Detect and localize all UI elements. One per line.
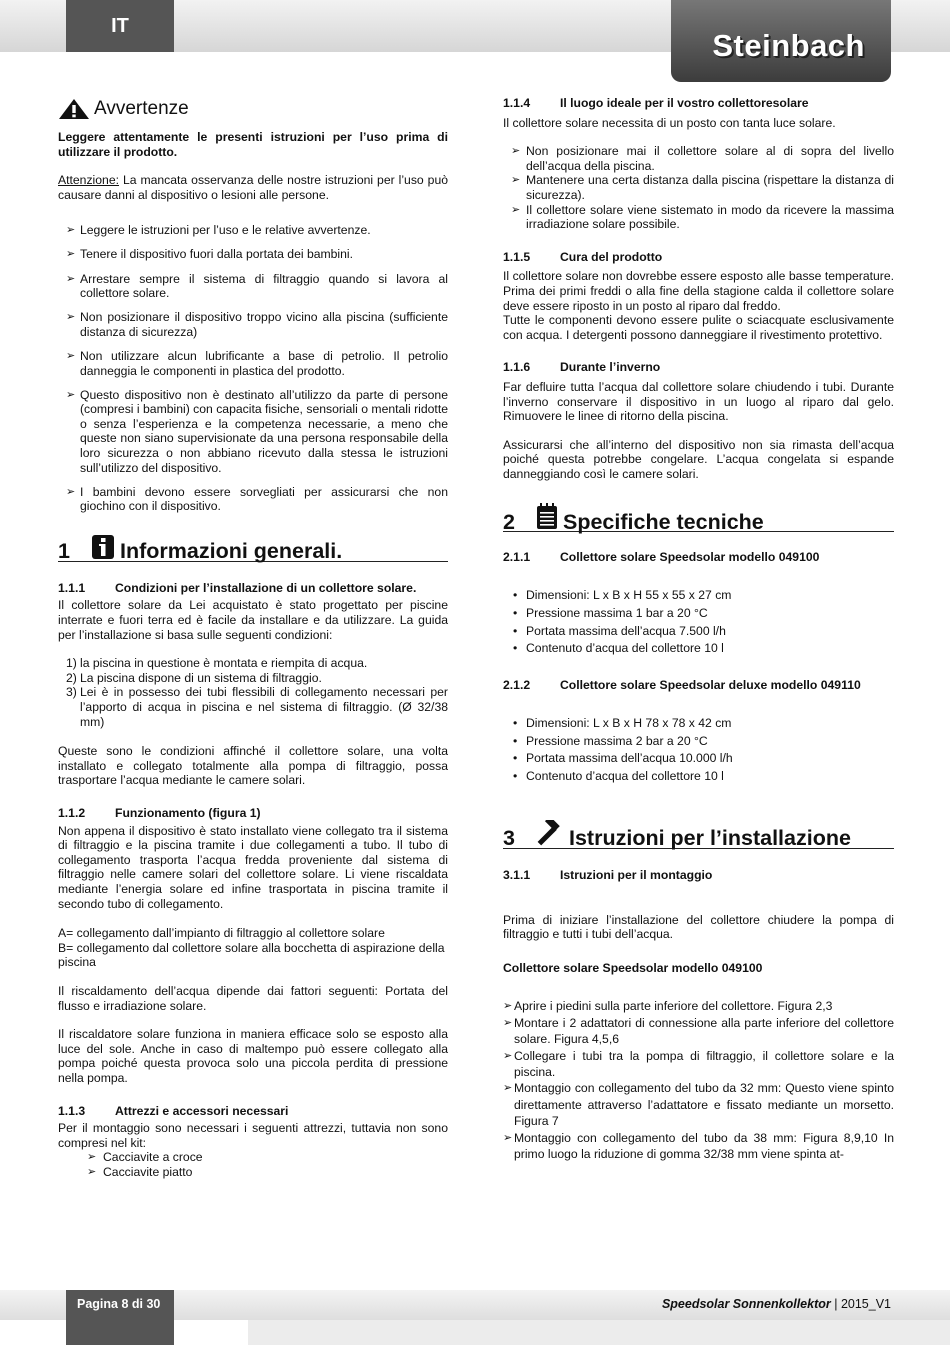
section-2-1-1-heading — [503, 550, 894, 565]
item-number: 2) — [66, 670, 77, 685]
brand-logo — [671, 0, 891, 82]
section-title: Collettore solare Speedsolar modello 049100 — [560, 550, 820, 565]
list-item: ➢ Non posizionare mai il collettore solare al di sopra del livello dell’acqua della piscina. — [503, 144, 894, 173]
item-text: La piscina dispone di un sistema di filtraggio. — [80, 670, 322, 685]
section-number: 1.1.3 — [58, 1103, 86, 1118]
location-list — [503, 144, 894, 232]
warnings-intro: Leggere attentamente le presenti istruzioni per l’uso prima di utilizzare il prodotto. — [58, 130, 448, 159]
list-item: ➢ Arrestare sempre il sistema di filtraggio quando si lavora al collettore solare. — [58, 272, 448, 301]
page-label: Pagina 8 di 30 — [77, 1297, 161, 1311]
section-1-1-3-heading — [58, 1104, 448, 1119]
list-item — [66, 685, 448, 729]
paragraph: Queste sono le condizioni affinché il collettore solare, una volta installato e collegato totalmente alla pompa di filtraggio, possa trasportare l’acqua mediante le camere solari. — [58, 744, 448, 788]
left-column — [58, 96, 448, 1179]
paragraph: Non appena il dispositivo è stato installato viene collegato tra il sistema di filtraggio e la piscina tramite i due collegamenti a tubo. Il tubo di collegamento trasporta l’acqua fredda proveniente dal sistema di filtraggio nelle camere solari del collettore solare. Li viene riscaldata mediante l’energia solare ed infine trasportata in piscina tramite il secondo tubo di collegamento. — [58, 823, 448, 911]
list-item: ➢ Non posizionare il dispositivo troppo vicino alla piscina (sufficiente distanza di sicurezza) — [58, 310, 448, 339]
separator: | — [830, 1297, 841, 1311]
section-number: 2.1.1 — [503, 550, 531, 565]
footer-strip — [174, 1320, 950, 1345]
paragraph: Assicurarsi che all’interno del dispositivo non sia rimasta dell’acqua poiché questa potrebbe congelare. L’acqua congelata si espande danneggiando così le camere solari. — [503, 437, 894, 481]
list-item: ➢ Leggere le istruzioni per l’uso e le relative avvertenze. — [58, 223, 448, 238]
list-item: ➢ Cacciavite piatto — [87, 1165, 448, 1180]
language-tab — [66, 0, 174, 52]
section-1-1-4-heading — [503, 96, 894, 111]
list-item: ➢ Mantenere una certa distanza dalla piscina (rispettare la distanza di sicurezza). — [503, 173, 894, 202]
section-title: Cura del prodotto — [560, 249, 663, 264]
section-title: Collettore solare Speedsolar deluxe modello 049110 — [560, 678, 861, 693]
hammer-icon — [537, 820, 563, 846]
chapter-number: 2 — [503, 509, 515, 534]
item-text: Lei è in possesso dei tubi flessibili di collegamento necessari per l’apporto di acqua in piscina e nel sistema di filtraggio. (Ø 32/38 mm) — [80, 685, 448, 729]
brand-name: Steinbach — [712, 28, 865, 63]
notepad-icon — [537, 503, 557, 529]
caution-text: La mancata osservanza delle nostre istruzioni per l’uso può causare danni al dispositivo o lesioni alle persone. — [58, 173, 448, 202]
section-1-1-1-heading — [58, 581, 448, 596]
language-label: IT — [111, 14, 129, 37]
spec-list-049100 — [503, 587, 894, 658]
paragraph: B= collegamento dal collettore solare alla bocchetta di aspirazione della piscina — [58, 940, 445, 970]
list-item: • Portata massima dell’acqua 10.000 l/h — [513, 750, 894, 768]
section-title: Il luogo ideale per il vostro collettoresolare — [560, 96, 809, 110]
list-item: ➢ Aprire i piedini sulla parte inferiore del collettore. Figura 2,3 — [503, 998, 894, 1014]
section-number: 1.1.4 — [503, 96, 531, 110]
item-number: 1) — [66, 656, 77, 671]
list-item: ➢ Collegare i tubi tra la pompa di filtraggio, il collettore solare e la piscina. — [503, 1048, 894, 1081]
section-number: 3.1.1 — [503, 868, 531, 883]
list-item: • Contenuto d’acqua del collettore 10 l — [513, 768, 894, 786]
section-title: Funzionamento (figura 1) — [115, 806, 261, 820]
section-1-1-2-heading — [58, 806, 448, 821]
chapter-title: Specifiche tecniche — [563, 509, 764, 534]
section-2-1-2-heading — [503, 678, 894, 693]
page-number-tab — [66, 1290, 174, 1345]
paragraph: Prima di iniziare l’installazione del collettore chiudere la pompa di filtraggio e tutti i tubi dell’acqua. — [503, 912, 894, 942]
chapter-title: Informazioni generali. — [120, 539, 343, 564]
right-column — [503, 96, 894, 1162]
section-3-1-1-heading — [503, 868, 894, 883]
chapter-number: 3 — [503, 826, 515, 851]
chapter-2-heading — [503, 503, 894, 532]
section-title: Condizioni per l’installazione di un collettore solare. — [115, 580, 417, 595]
paragraph: Tutte le componenti devono essere pulite o sciacquate esclusivamente con acqua. I detergenti possono danneggiare il rivestimento protettivo. — [503, 313, 894, 342]
list-item: ➢ Montaggio con collegamento del tubo da 32 mm: Questo viene spinto direttamente attraverso l’adattatore e fissato mediante un morsetto. Figura 7 — [503, 1080, 894, 1129]
list-item: • Pressione massima 1 bar a 20 °C — [513, 605, 894, 623]
list-item: • Pressione massima 2 bar a 20 °C — [513, 733, 894, 751]
section-1-1-6-heading — [503, 360, 894, 375]
section-number: 2.1.2 — [503, 678, 531, 693]
list-item: ➢ Montaggio con collegamento del tubo da 38 mm: Figura 8,9,10 In primo luogo la riduzione di gomma 32/38 mm viene spinta at- — [503, 1130, 894, 1163]
info-icon — [92, 535, 114, 559]
list-item: ➢ Il collettore solare viene sistemato in modo da ricevere la massima irradiazione solare possibile. — [503, 203, 894, 232]
warnings-title: Avvertenze — [94, 97, 189, 119]
paragraph: Far defluire tutta l’acqua dal collettore solare chiudendo i tubi. Durante l’inverno conservare il dispositivo in un luogo al riparo dal gelo. Rimuovere le linee di ritorno della piscina. — [503, 379, 894, 424]
paragraph: Il riscaldamento dell’acqua dipende dai fattori seguenti: Portata del flusso e irradiazione solare. — [58, 983, 448, 1013]
caution-label: Attenzione: — [58, 173, 119, 188]
section-1-1-5-heading — [503, 250, 894, 265]
list-item: • Dimensioni: L x B x H 78 x 78 x 42 cm — [513, 715, 894, 733]
section-number: 1.1.1 — [58, 580, 86, 595]
list-item: ➢ Montare i 2 adattatori di connessione alla parte inferiore del collettore solare. Figura 4,5,6 — [503, 1015, 894, 1048]
list-item: • Dimensioni: L x B x H 55 x 55 x 27 cm — [513, 587, 894, 605]
paragraph: Per il montaggio sono necessari i seguenti attrezzi, tuttavia non sono compresi nel kit: — [58, 1121, 448, 1150]
list-item — [66, 671, 448, 686]
list-item — [66, 656, 448, 671]
spec-list-049110 — [503, 715, 894, 786]
warnings-caution — [58, 173, 448, 202]
section-number: 1.1.6 — [503, 360, 531, 375]
product-name: Speedsolar Sonnenkollektor — [661, 1297, 831, 1311]
warning-icon — [58, 98, 90, 120]
chapter-number: 1 — [58, 539, 70, 564]
chapter-3-heading — [503, 820, 894, 849]
warnings-list — [58, 223, 448, 514]
chapter-1-heading — [58, 535, 448, 562]
assembly-steps-list — [503, 998, 894, 1162]
tools-list — [58, 1150, 448, 1179]
list-item: ➢ I bambini devono essere sorvegliati per assicurarsi che non giochino con il dispositivo. — [58, 485, 448, 514]
list-item: • Contenuto d’acqua del collettore 10 l — [513, 640, 894, 658]
paragraph: Il riscaldatore solare funziona in maniera efficace solo se esposto alla luce del sole. Anche in caso di maltempo può essere collegato alla pompa poiché questa provoca solo una piccola perdita di pressione nella pompa. — [58, 1027, 448, 1085]
paragraph: Il collettore solare da Lei acquistato è stato progettato per piscine interrate e fuori terra ed è facile da installare e da utilizzare. La guida per l’installazione si basa sulle seguenti condizioni: — [58, 598, 448, 642]
item-number: 3) — [66, 685, 77, 700]
section-number: 1.1.2 — [58, 806, 86, 820]
footer-product — [662, 1297, 891, 1311]
paragraph: A= collegamento dall’impianto di filtraggio al collettore solare — [58, 926, 385, 941]
conditions-list — [58, 656, 448, 729]
chapter-title: Istruzioni per l’installazione — [569, 826, 851, 851]
section-title: Istruzioni per il montaggio — [560, 868, 713, 883]
paragraph: Il collettore solare non dovrebbe essere esposto alle basse temperature. Prima dei primi freddi o alla fine della stagione calda il collettore solare deve essere riposto in un posto al riparo dal freddo. — [503, 269, 894, 313]
list-item: ➢ Questo dispositivo non è destinato all’utilizzo da parte di persone (compresi i bambini) con capacita fisiche, sensoriali o mentali ridotte o senza l’esperienza e la competenza necessarie, a meno che queste non siano supervisionate da una persona responsabile della loro sicurezza o non abbiano ricevuto dalla stessa le istruzioni sull’utilizzo del dispositivo. — [58, 388, 448, 476]
warnings-heading — [58, 98, 448, 120]
list-item: ➢ Cacciavite a croce — [87, 1150, 448, 1165]
section-number: 1.1.5 — [503, 249, 531, 264]
section-title: Durante l’inverno — [560, 360, 661, 375]
version: 2015_V1 — [840, 1297, 891, 1311]
section-title: Attrezzi e accessori necessari — [115, 1103, 289, 1118]
item-text: la piscina in questione è montata e riempita di acqua. — [80, 656, 368, 671]
list-item: ➢ Non utilizzare alcun lubrificante a base di petrolio. Il petrolio danneggia le componenti in plastica del prodotto. — [58, 349, 448, 378]
list-item: • Portata massima dell’acqua 7.500 l/h — [513, 623, 894, 641]
list-item: ➢ Tenere il dispositivo fuori dalla portata dei bambini. — [58, 247, 448, 262]
subheading: Collettore solare Speedsolar modello 049100 — [503, 960, 763, 975]
paragraph: Il collettore solare necessita di un posto con tanta luce solare. — [503, 115, 836, 130]
